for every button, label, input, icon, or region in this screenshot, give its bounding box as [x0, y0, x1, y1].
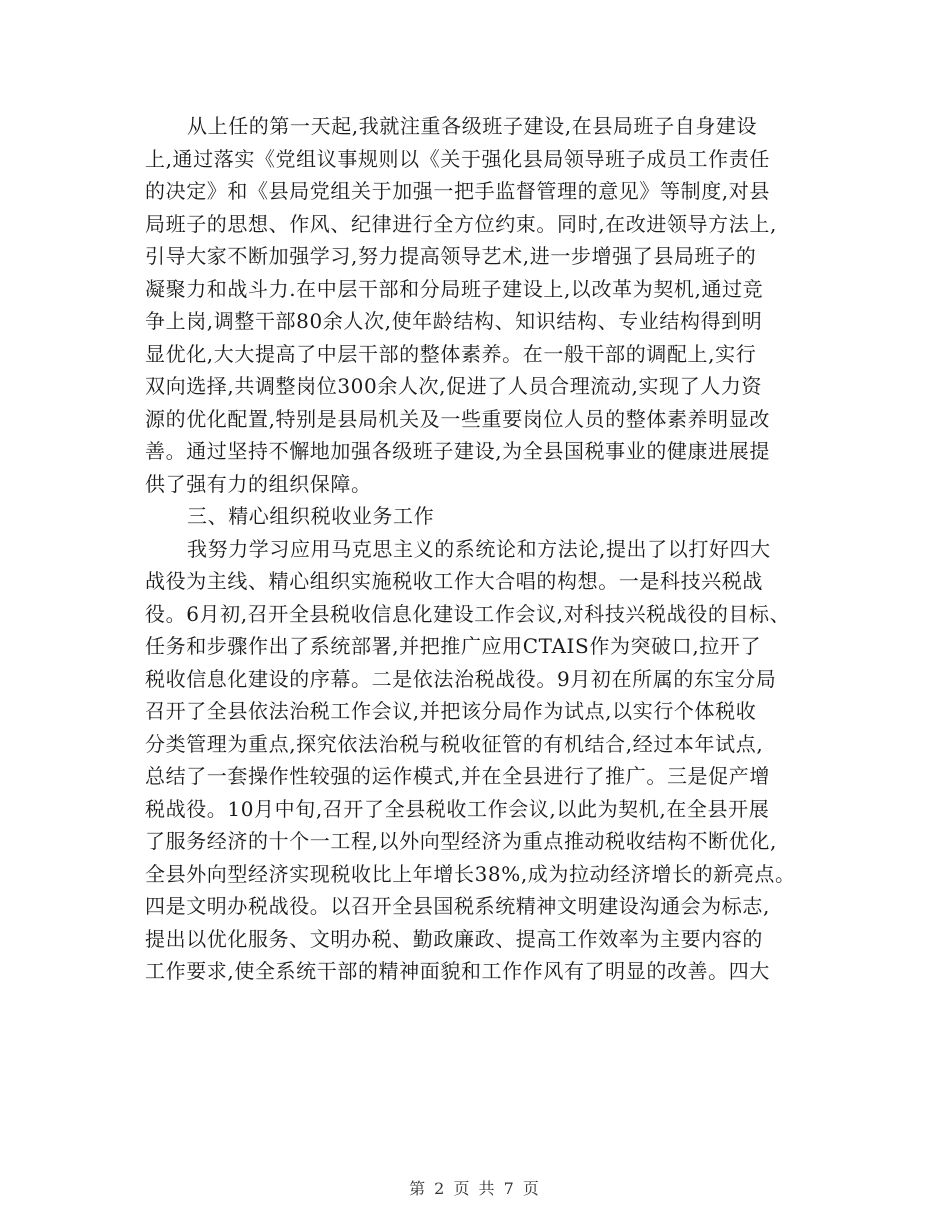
text-line: 从上任的第一天起,我就注重各级班子建设,在县局班子自身建设: [187, 114, 758, 138]
text-line: 税战役。10月中旬,召开了全县税收工作会议,以此为契机,在全县开展: [145, 796, 770, 821]
section-heading: 三、精心组织税收业务工作: [187, 504, 435, 528]
page-number-footer: 第 2 页 共 7 页: [409, 1179, 541, 1198]
text-line: 我努力学习应用马克思主义的系统论和方法论,提出了以打好四大: [187, 536, 771, 561]
text-line: 战役为主线、精心组织实施税收工作大合唱的构想。一是科技兴税战: [145, 569, 763, 593]
text-line: 局班子的思想、作风、纪律进行全方位约束。同时,在改进领导方法上,: [145, 211, 777, 236]
text-line: 源的优化配置,特别是县局机关及一些重要岗位人员的整体素养明显改: [145, 406, 770, 431]
text-line: 税收信息化建设的序幕。二是依法治税战役。9月初在所属的东宝分局: [145, 666, 777, 691]
text-line: 引导大家不断加强学习,努力提高领导艺术,进一步增强了县局班子的: [145, 244, 757, 268]
text-line: 召开了全县依法治税工作会议,并把该分局作为试点,以实行个体税收: [145, 699, 757, 723]
text-line: 争上岗,调整干部80余人次,使年龄结构、知识结构、专业结构得到明: [145, 309, 763, 333]
text-line: 显优化,大大提高了中层干部的整体素养。在一般干部的调配上,实行: [145, 341, 757, 366]
text-line: 的决定》和《县局党组关于加强一把手监督管理的意见》等制度,对县: [145, 179, 770, 203]
text-line: 全县外向型经济实现税收比上年增长38%,成为拉动经济增长的新亮点。: [145, 861, 796, 886]
text-line: 提出以优化服务、文明办税、勤政廉政、提高工作效率为主要内容的: [145, 926, 763, 951]
text-line: 工作要求,使全系统干部的精神面貌和工作作风有了明显的改善。四大: [145, 959, 770, 983]
text-line: 上,通过落实《党组议事规则以《关于强化县局领导班子成员工作责任: [145, 146, 770, 171]
text-line: 分类管理为重点,探究依法治税与税收征管的有机结合,经过本年试点,: [145, 731, 764, 756]
text-line: 善。通过坚持不懈地加强各级班子建设,为全县国税事业的健康进展提: [145, 439, 770, 463]
text-line: 双向选择,共调整岗位300余人次,促进了人员合理流动,实现了人力资: [145, 374, 763, 398]
text-line: 役。6月初,召开全县税收信息化建设工作会议,对科技兴税战役的目标、: [145, 601, 791, 626]
text-line: 凝聚力和战斗力.在中层干部和分局班子建设上,以改革为契机,通过竞: [145, 276, 764, 301]
text-line: 任务和步骤作出了系统部署,并把推广应用CTAIS作为突破口,拉开了: [145, 634, 762, 658]
document-body: [145, 110, 815, 988]
text-line: 总结了一套操作性较强的运作模式,并在全县进行了推广。三是促产增: [145, 764, 770, 788]
text-line: 了服务经济的十个一工程,以外向型经济为重点推动税收结构不断优化,: [145, 829, 777, 853]
text-line: 四是文明办税战役。以召开全县国税系统精神文明建设沟通会为标志,: [145, 894, 770, 918]
text-line: 供了强有力的组织保障。: [145, 471, 372, 496]
